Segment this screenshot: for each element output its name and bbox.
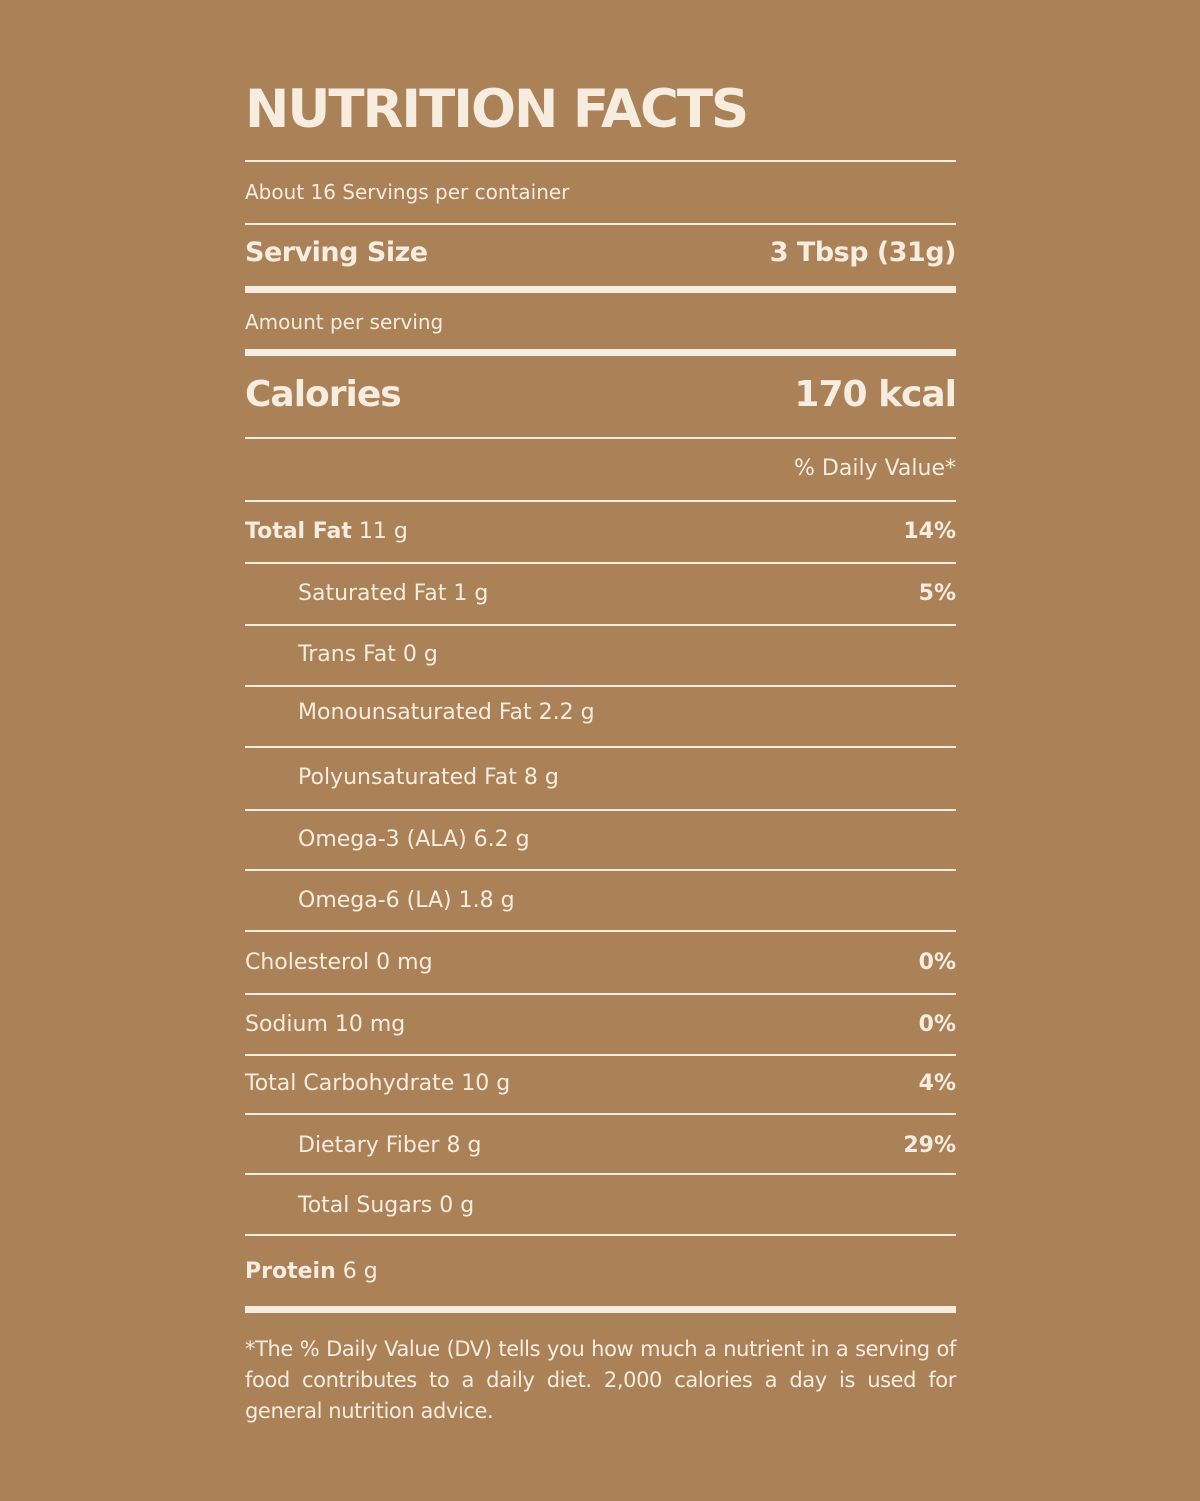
divider <box>245 1054 956 1056</box>
nutrient-row-dietary-fiber <box>245 1131 956 1161</box>
nutrient-name: Total Carbohydrate 10 g <box>245 1071 511 1096</box>
thick-divider <box>245 1306 956 1313</box>
nutrient-row-polyunsaturated-fat <box>245 763 956 793</box>
page-title: NUTRITION FACTS <box>245 79 748 140</box>
nutrient-amount: 11 g <box>358 519 408 544</box>
nutrient-row-protein <box>245 1257 956 1287</box>
nutrient-row-saturated-fat <box>245 579 956 609</box>
nutrient-row-total-carbohydrate <box>245 1069 956 1099</box>
divider <box>245 809 956 811</box>
calories-value: 170 kcal <box>794 374 956 415</box>
amount-per-serving: Amount per serving <box>245 310 444 334</box>
nutrient-name: Polyunsaturated Fat 8 g <box>298 765 559 790</box>
serving-size-value: 3 Tbsp (31g) <box>769 237 956 268</box>
divider <box>245 437 956 439</box>
nutrient-name: Cholesterol 0 mg <box>245 950 433 975</box>
nutrient-name: Sodium 10 mg <box>245 1012 406 1037</box>
nutrient-name: Saturated Fat 1 g <box>298 581 489 606</box>
daily-value-header-row <box>245 454 956 484</box>
servings-per-container: About 16 Servings per container <box>245 180 570 204</box>
divider <box>245 624 956 626</box>
nutrient-daily-value: 29% <box>903 1133 956 1158</box>
nutrient-label: Protein <box>245 1259 336 1284</box>
nutrient-daily-value: 5% <box>918 581 956 606</box>
nutrient-name: Omega-6 (LA) 1.8 g <box>298 888 515 913</box>
nutrient-name: Monounsaturated Fat 2.2 g <box>298 700 595 725</box>
divider <box>245 562 956 564</box>
nutrient-amount: 6 g <box>342 1259 378 1284</box>
amount-per-serving-row <box>245 307 956 337</box>
calories-row <box>245 373 956 417</box>
nutrient-row-monounsaturated-fat <box>245 698 956 728</box>
nutrient-row-omega-6 <box>245 886 956 916</box>
thick-divider <box>245 286 956 293</box>
divider <box>245 746 956 748</box>
divider <box>245 223 956 225</box>
serving-size-row <box>245 238 956 268</box>
divider <box>245 993 956 995</box>
servings-row <box>245 177 956 207</box>
nutrient-row-trans-fat <box>245 640 956 670</box>
calories-label: Calories <box>245 374 401 415</box>
divider <box>245 685 956 687</box>
daily-value-footnote: *The % Daily Value (DV) tells you how much a nutrient in a serving of food contributes to a daily diet. 2,000 calories a day is used for general nutrition advice. <box>245 1337 956 1423</box>
nutrient-name: Omega-3 (ALA) 6.2 g <box>298 827 530 852</box>
nutrient-row-omega-3 <box>245 825 956 855</box>
daily-value-header: % Daily Value* <box>794 456 956 481</box>
nutrient-name <box>245 517 408 547</box>
nutrient-daily-value: 0% <box>918 1012 956 1037</box>
divider <box>245 869 956 871</box>
thick-divider <box>245 349 956 356</box>
nutrient-row-total-sugars <box>245 1191 956 1221</box>
nutrient-name: Trans Fat 0 g <box>298 642 438 667</box>
nutrient-daily-value: 4% <box>918 1071 956 1096</box>
nutrient-name: Dietary Fiber 8 g <box>298 1133 482 1158</box>
nutrient-daily-value: 14% <box>903 519 956 544</box>
nutrient-label: Total Fat <box>245 519 352 544</box>
nutrient-row-total-fat <box>245 517 956 547</box>
divider <box>245 500 956 502</box>
divider <box>245 1113 956 1115</box>
divider <box>245 1173 956 1175</box>
serving-size-label: Serving Size <box>245 237 428 268</box>
nutrient-row-sodium <box>245 1010 956 1040</box>
nutrient-name: Total Sugars 0 g <box>298 1193 475 1218</box>
divider <box>245 930 956 932</box>
divider <box>245 1234 956 1236</box>
divider <box>245 160 956 162</box>
nutrient-daily-value: 0% <box>918 950 956 975</box>
nutrient-name <box>245 1257 378 1287</box>
nutrient-row-cholesterol <box>245 948 956 978</box>
